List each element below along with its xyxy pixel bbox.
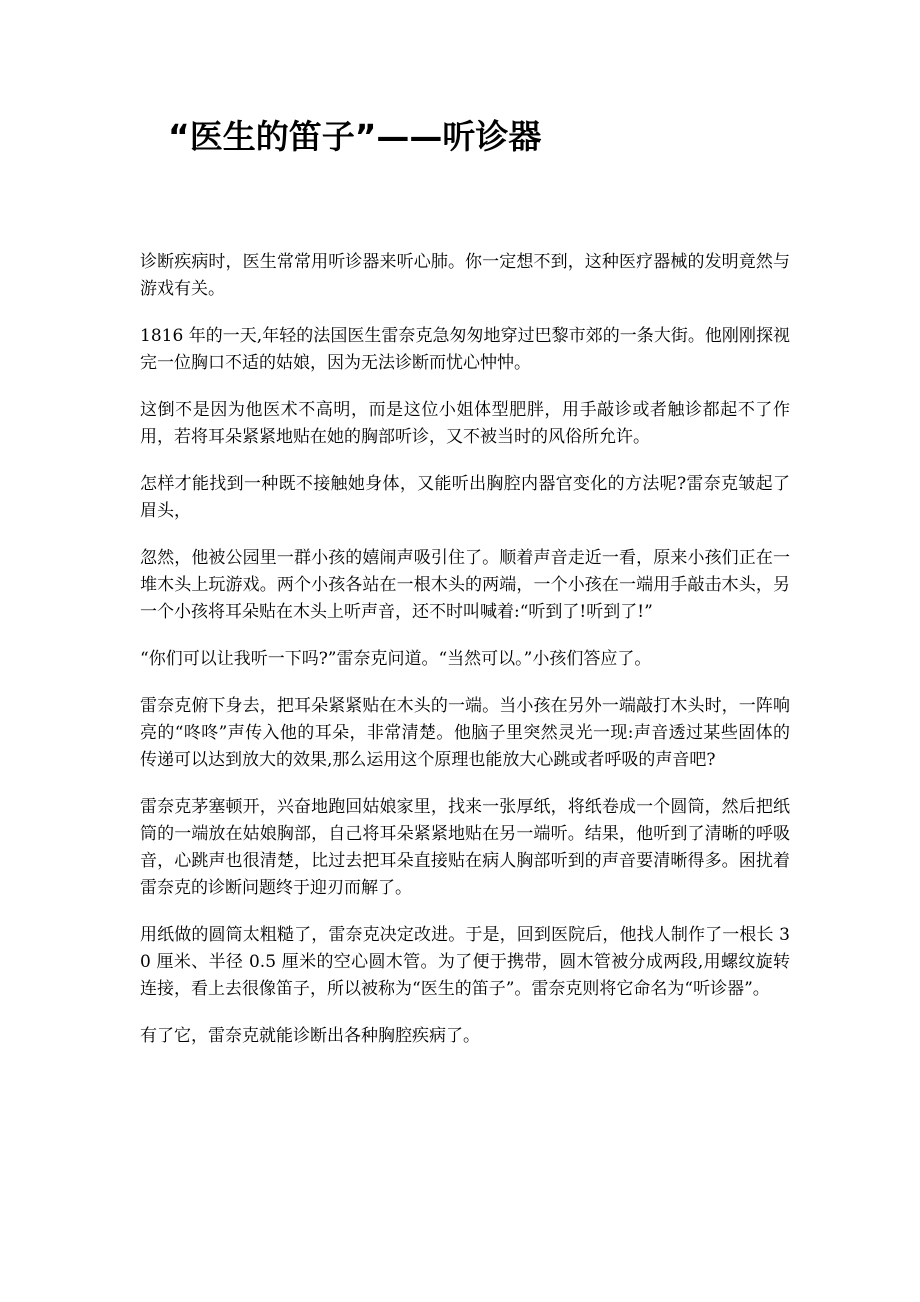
paragraph: 诊断疾病时，医生常常用听诊器来听心肺。你一定想不到，这种医疗器械的发明竟然与游戏有关。 bbox=[140, 252, 790, 299]
article-body bbox=[140, 249, 790, 1070]
paragraph: “你们可以让我听一下吗?”雷奈克问道。“当然可以。”小孩们答应了。 bbox=[140, 649, 652, 669]
paragraph: 这倒不是因为他医术不高明，而是这位小姐体型肥胖，用手敲诊或者触诊都起不了作用，若将耳朵紧紧地贴在她的胸部听诊，又不被当时的风俗所允许。 bbox=[140, 400, 790, 447]
paragraph: 雷奈克俯下身去，把耳朵紧紧贴在木头的一端。当小孩在另外一端敲打木头时，一阵响亮的“咚咚”声传入他的耳朵，非常清楚。他脑子里突然灵光一现:声音透过某些固体的传递可以达到放大的效果,那么运用这个原理也能放大心跳或者呼吸的声音吧? bbox=[140, 696, 790, 770]
paragraph: 怎样才能找到一种既不接触她身体，又能听出胸腔内器官变化的方法呢?雷奈克皱起了眉头， bbox=[140, 474, 790, 521]
paragraph: 有了它，雷奈克就能诊断出各种胸腔疾病了。 bbox=[140, 1026, 480, 1046]
document-title: “医生的笛子”——听诊器 bbox=[168, 117, 542, 156]
paragraph: 用纸做的圆筒太粗糙了，雷奈克决定改进。于是，回到医院后，他找人制作了一根长 30 厘米、半径 0.5 厘米的空心圆木管。为了便于携带，圆木管被分成两段,用螺纹旋转连接，看上去很像笛子，所以被称为“医生的笛子”。雷奈克则将它命名为“听诊器”。 bbox=[140, 925, 790, 999]
paragraph: 忽然，他被公园里一群小孩的嬉闹声吸引住了。顺着声音走近一看，原来小孩们正在一堆木头上玩游戏。两个小孩各站在一根木头的两端，一个小孩在一端用手敲击木头，另一个小孩将耳朵贴在木头上听声音，还不时叫喊着:“听到了!听到了!” bbox=[140, 548, 790, 622]
paragraph: 1816 年的一天,年轻的法国医生雷奈克急匆匆地穿过巴黎市郊的一条大街。他刚刚探视完一位胸口不适的姑娘，因为无法诊断而忧心忡忡。 bbox=[140, 326, 790, 373]
paragraph: 雷奈克茅塞顿开，兴奋地跑回姑娘家里，找来一张厚纸，将纸卷成一个圆筒，然后把纸筒的一端放在姑娘胸部，自己将耳朵紧紧地贴在另一端听。结果，他听到了清晰的呼吸音，心跳声也很清楚，比过去把耳朵直接贴在病人胸部听到的声音要清晰得多。困扰着雷奈克的诊断问题终于迎刃而解了。 bbox=[140, 797, 790, 898]
